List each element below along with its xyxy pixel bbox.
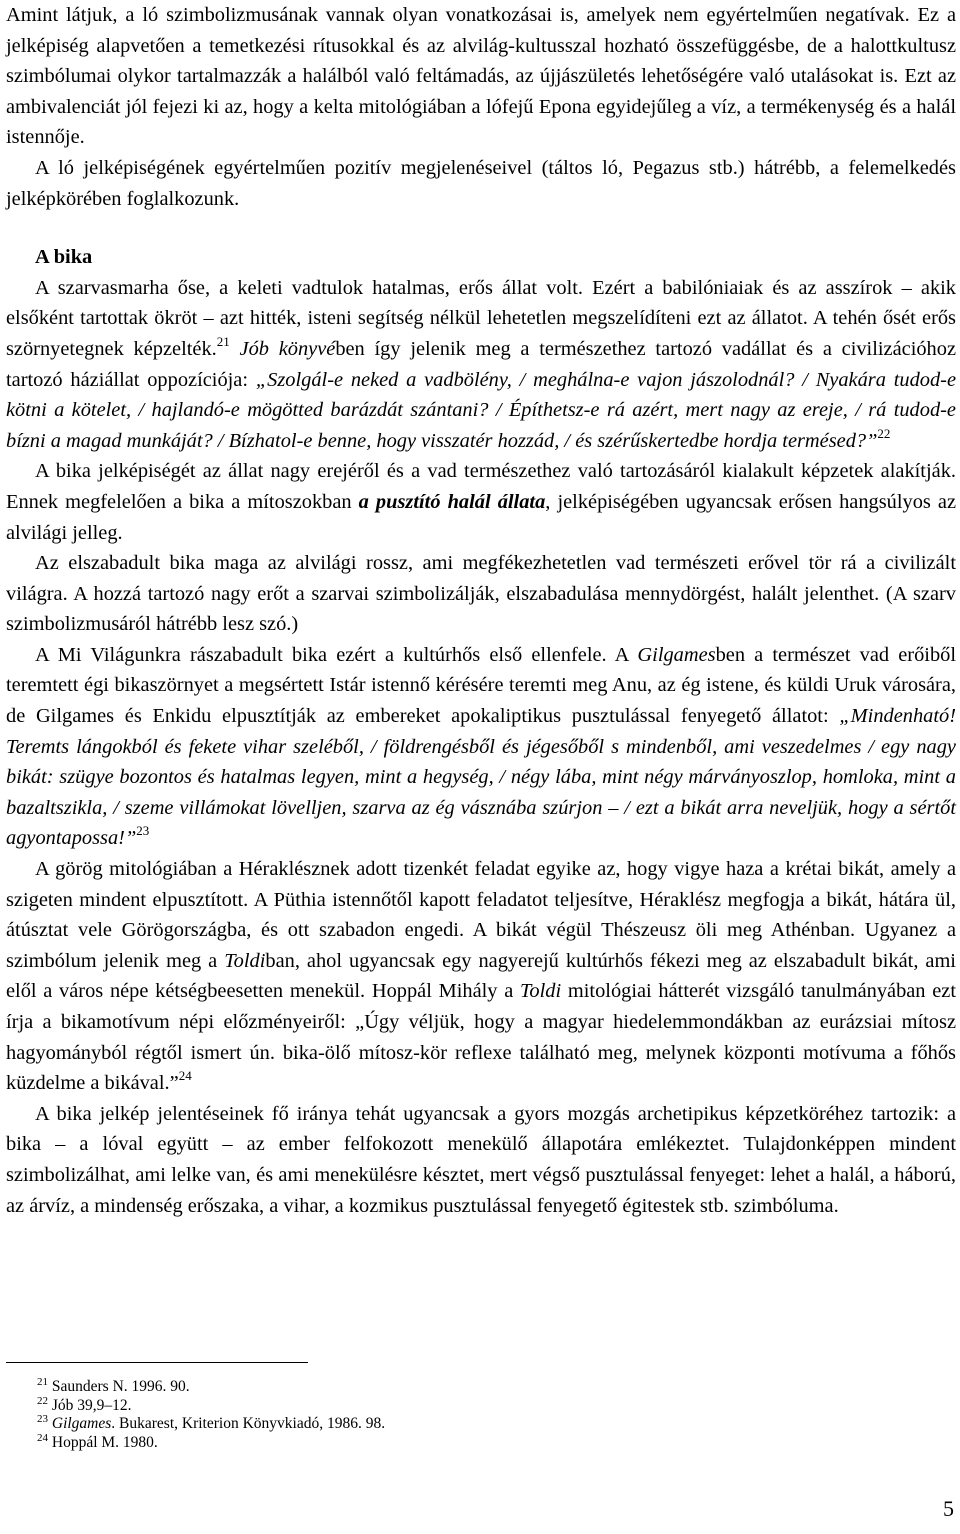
paragraph-gilgamesh: A Mi Világunkra rászabadult bika ezért a kultúrhős első ellenfele. A Gilgamesben a természet vad erőiből teremtett égi bikaszörnyet a megsértett Istár istennő kérésére teremti meg Anu, az ég istene, és küldi Uruk városára, de Gilgames és Enkidu elpusztítják az embereket apokaliptikus pusztulással fenyegető állatot: „Mindenható! Teremts lángokból és fekete vihar szeléből, / földrengésből és jégesőből s mindenből, ami veszedelmes / egy nagy bikát: szügye bozontos és hatalmas legyen, mint a hegység, / négy lába, mint négy márványoszlop, homloka, mint a bazaltszikla, / szeme villámokat lövelljen, szarva az ég vásznába szúrjon – / ezt a bikát arra neveljük, hogy a sértőt agyontapossa!”$^{23}$ — [6, 643, 956, 850]
paragraph-aurochs: A szarvasmarha őse, a keleti vadtulok hatalmas, erős állat volt. Ezért a babilóniaiak és az asszírok – akik elsőként tartottak ökröt – azt hitték, isteni segítség nélkül lehetetlen megszelídíteni ezt az állatot. A tehén ősét erős szörnyetegnek képzelték.$^{21}$ Jób könyvében így jelenik meg a természethez tartozó vadállat és a civilizációhoz tartozó háziállat oppozíciója: „Szolgál-e neked a vadbölény, / meghálna-e vajon jászolodnál? / Nyakára tudod-e kötni a kötelet, / hajlandó-e mögötted barázdát szántani? / Építhetsz-e rá azért, mert nagy az ereje, / rá tudod-e bízni a magad munkáját? / Bízhatol-e benne, hogy visszatér hozzád, / és szérűskertedbe hordja termésed?”$^{22}$ — [6, 276, 956, 452]
paragraph-horse-ambivalence: Amint látjuk, a ló szimbolizmusának vannak olyan vonatkozásai is, amelyek nem egyértelműen negatívak. Ez a jelképiség alapvetően a temetkezési rítusokkal és az alvilág-kultusszal hozható összefüggésbe, de a halottkultusz szimbólumai olykor tartalmazzák a halálból való feltámadás, az újjászületés lehetőségére való utalásokat is. Ezt az ambivalenciát jól fejezi ki az, hogy a kelta mitológiában a lófejű Epona egyidejűleg a víz, a termékenység és a halál istennője. — [6, 4, 956, 149]
page-number: 5 — [943, 1496, 954, 1521]
footnote-ref[interactable]: 23 — [136, 823, 150, 839]
footnote-ref[interactable]: 24 — [178, 1068, 192, 1084]
spacer — [6, 214, 956, 242]
paragraph-bull-meaning: A bika jelkép jelentéseinek fő iránya tehát ugyancsak a gyors mozgás archetipikus képzetköréhez tartozik: a bika – a lóval együtt – az ember felfokozott menekülő állapotára emlékeztet. Tulajdonképpen mindent szimbolizálhat, ami lelke van, és ami menekülésre késztet, mert végső pusztulással fenyeget: lehet a halál, a háború, az árvíz, a mindenség erőszaka, a vihar, a kozmikus pusztulással fenyegető égitestek stb. szimbóluma. — [6, 1102, 956, 1217]
paragraph-loose-bull: Az elszabadult bika maga az alvilági rossz, ami megfékezhetetlen vad természeti erővel tör rá a civilizált világra. A hozzá tartozó nagy erőt a szarvai szimbolizálják, elszabadulása mennydörgést, halált jelenthet. (A szarv szimbolizmusáról hátrébb lesz szó.) — [6, 552, 956, 636]
footnote: $^{24}$ Hoppál M. 1980. — [37, 1431, 158, 1451]
job-quote: „Szolgál-e neked a vadbölény, / meghálna-e vajon jászolodnál? / Nyakára tudod-e kötni a kötelet, / hajlandó-e mögötted barázdát szántani? / Építhetsz-e rá azért, mert nagy az ereje, / rá tudod-e bízni a magad munkáját? / Bízhatol-e benne, hogy visszatér hozzád, / és szérűskertedbe hordja termésed?” — [6, 368, 956, 452]
footnote: $^{23}$ Gilgames. Bukarest, Kriterion Könyvkiadó, 1986. 98. — [37, 1413, 386, 1432]
footnote-ref[interactable]: 22 — [877, 425, 891, 441]
paragraph-horse-positive: A ló jelképiségének egyértelműen pozitív megjelenéseivel (táltos ló, Pegazus stb.) hátrébb, a felemelkedés jelképkörében foglalkozunk. — [6, 156, 956, 210]
footnote: $^{21}$ Saunders N. 1996. 90. — [37, 1376, 190, 1395]
paragraph-bull-symbolism: A bika jelképiségét az állat nagy erejéről és a vad természethez való tartozásáról kialakult képzetek alakítják. Ennek megfelelően a bika a mítoszokban a pusztító halál állata, jelképiségében ugyancsak erősen hangsúlyos az alvilági jelleg. — [6, 460, 956, 544]
emphasis-destroying-death: a pusztító halál állata — [358, 490, 546, 513]
footnote: $^{22}$ Jób 39,9–12. — [37, 1394, 132, 1414]
footnote-divider — [6, 1362, 308, 1363]
section-heading: A bika — [35, 246, 93, 269]
document-page — [6, 0, 956, 1221]
footnotes — [37, 1378, 385, 1452]
gilgamesh-quote: „Mindenható! Teremts lángokból és fekete vihar szeléből, / földrengésből és jégesőből s mindenből, ami veszedelmes / egy nagy bikát: szügye bozontos és hatalmas legyen, mint a hegység, / négy lába, mint négy márványoszlop, homloka, mint a bazaltszikla, / szeme villámokat lövelljen, szarva az ég vásznába szúrjon – / ezt a bikát arra neveljük, hogy a sértőt agyontapossa!” — [6, 705, 956, 850]
paragraph-greek-myth: A görög mitológiában a Héraklésznek adott tizenkét feladat egyike az, hogy vigye haza a krétai bikát, amely a szigeten mindent elpusztított. A Püthia istennőtől kapott feladatot teljesítve, Héraklész megfogja a bikát, hátára ül, átúsztat vele Görögországba, és ott szabadon engedi. A bikát végül Thészeusz öli meg Athénban. Ugyanez a szimbólum jelenik meg a Toldiban, ahol ugyancsak egy nagyerejű kultúrhős fékezi meg az elszabadult bikát, ami elől a város népe kétségbeesetten menekül. Hoppál Mihály a Toldi mitológiai hátterét vizsgáló tanulmányában ezt írja a bikamotívum népi előzményeiről: „Úgy véljük, hogy a magyar hiedelemmondákban az eurázsiai mítosz hagyományból régtől ismert ún. bika-ölő mítosz-kör reflexe található meg, melynek központi motívuma a főhős küzdelme a bikával.”$^{24}$ — [6, 858, 956, 1095]
footnote-ref[interactable]: 21 — [216, 333, 230, 349]
